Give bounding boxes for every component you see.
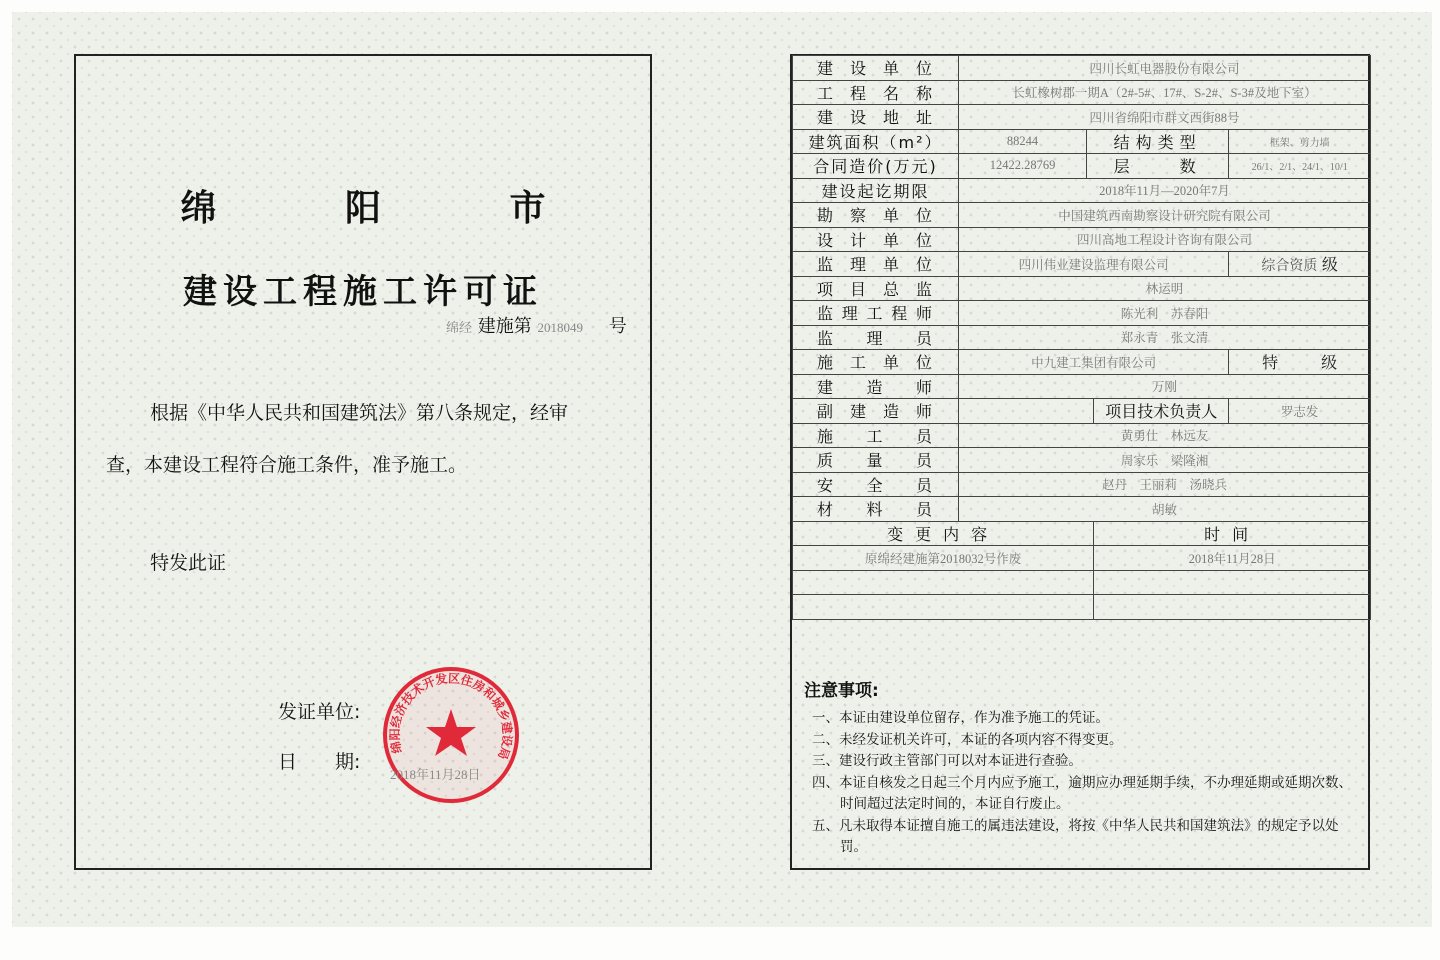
row-label: 建设单位 — [793, 56, 959, 81]
supervision-value: 四川伟业建设监理有限公司 — [959, 252, 1229, 277]
permit-number-value: 2018049 — [537, 320, 583, 335]
note-item: 四、本证自核发之日起三个月内应予施工，逾期应办理延期手续，不办理延期或延期次数、时间超过法定时间的，本证自行废止。 — [812, 774, 1352, 812]
area-value: 88244 — [959, 129, 1087, 154]
permit-prefix: 绵经 — [446, 320, 473, 335]
supervision-grade — [1229, 252, 1371, 277]
material-label: 材料员 — [793, 497, 959, 522]
safety-value: 赵丹 王丽莉 汤晓兵 — [959, 472, 1371, 497]
table-row — [793, 448, 1371, 473]
table-row — [793, 276, 1371, 301]
supervision-label: 监理单位 — [793, 252, 959, 277]
change-item: 原绵经建施第2018032号作废 — [793, 546, 1094, 571]
changes-header: 变更内容 — [793, 521, 1094, 546]
note-item: 三、建设行政主管部门可以对本证进行查验。 — [812, 753, 1082, 769]
table-row — [793, 521, 1371, 546]
floors-label: 层 数 — [1087, 154, 1229, 179]
table-row — [793, 350, 1371, 375]
table-row — [793, 80, 1371, 105]
quality-label: 质量员 — [793, 448, 959, 473]
change-time — [1094, 595, 1371, 620]
contractor-grade-value: 特 — [1262, 353, 1279, 373]
permit-suffix: 号 — [608, 316, 627, 337]
table-row — [793, 374, 1371, 399]
table-row — [793, 399, 1371, 424]
cost-label: 合同造价(万元) — [793, 154, 959, 179]
notes-list — [812, 708, 1357, 859]
city-title: 绵 阳 市 — [180, 188, 604, 229]
note-item: 二、未经发证机关许可，本证的各项内容不得变更。 — [812, 731, 1123, 748]
tech-lead-value: 罗志发 — [1229, 399, 1371, 424]
row-label: 工程名称 — [793, 80, 959, 105]
design-value: 四川高地工程设计咨询有限公司 — [959, 227, 1371, 252]
table-row — [793, 301, 1371, 326]
change-item — [793, 570, 1094, 595]
permit-title: 建设工程施工许可证 — [183, 272, 543, 312]
vice-builder-value — [959, 399, 1094, 424]
project-info-table — [792, 55, 1371, 620]
worker-label: 施工员 — [793, 423, 959, 448]
table-row — [793, 325, 1371, 350]
table-row — [793, 105, 1371, 130]
table-row — [793, 252, 1371, 277]
permit-number — [446, 312, 627, 338]
tech-lead-label: 项目技术负责人 — [1094, 399, 1229, 424]
contractor-label: 施工单位 — [793, 350, 959, 375]
material-value: 胡敏 — [959, 497, 1371, 522]
table-row — [793, 227, 1371, 252]
table-row — [793, 570, 1371, 595]
project-name-value: 长虹橡树郡一期A（2#-5#、17#、S-2#、S-3#及地下室） — [959, 80, 1371, 105]
supervision-grade-label: 级 — [1321, 255, 1338, 275]
table-row — [793, 546, 1371, 571]
date-label: 日 期: — [278, 751, 361, 773]
cost-value: 12422.28769 — [959, 154, 1087, 179]
builder-value: 万刚 — [959, 374, 1371, 399]
structure-label: 结构类型 — [1087, 129, 1229, 154]
builder-label: 建造师 — [793, 374, 959, 399]
permit-label: 建施第 — [477, 316, 532, 337]
table-row — [793, 154, 1371, 179]
worker-value: 黄勇仕 林远友 — [959, 423, 1371, 448]
period-label: 建设起讫期限 — [793, 178, 959, 203]
supervision-grade-value: 综合资质 — [1261, 258, 1318, 275]
table-row — [793, 56, 1371, 81]
notes-title: 注意事项: — [804, 681, 879, 701]
supervisor-value: 郑永青 张文清 — [959, 325, 1371, 350]
quality-value: 周家乐 梁隆湘 — [959, 448, 1371, 473]
table-row — [793, 423, 1371, 448]
change-time: 2018年11月28日 — [1094, 546, 1371, 571]
address-value: 四川省绵阳市群文西街88号 — [959, 105, 1371, 130]
survey-value: 中国建筑西南勘察设计研究院有限公司 — [959, 203, 1371, 228]
contractor-grade-label: 级 — [1321, 353, 1338, 373]
special-issue-text: 特发此证 — [150, 552, 227, 574]
issue-date: 2018年11月28日 — [390, 767, 481, 782]
note-item: 一、本证由建设单位留存，作为准予施工的凭证。 — [812, 710, 1109, 726]
contractor-grade — [1229, 350, 1371, 375]
structure-value: 框架、剪力墙 — [1229, 129, 1371, 154]
table-row — [793, 129, 1371, 154]
vice-builder-label: 副建造师 — [793, 399, 959, 424]
body-text-line-1: 根据《中华人民共和国建筑法》第八条规定，经审 — [150, 402, 569, 424]
area-label: 建筑面积（m²） — [793, 129, 959, 154]
construction-unit-value: 四川长虹电器股份有限公司 — [959, 56, 1371, 81]
table-row — [793, 178, 1371, 203]
seal-text: 绵阳经济技术开发区住房和城乡建设局 — [387, 671, 515, 762]
change-time — [1094, 570, 1371, 595]
issuer-label: 发证单位: — [278, 701, 361, 723]
design-label: 设计单位 — [793, 227, 959, 252]
table-row — [793, 595, 1371, 620]
note-item: 五、凡未取得本证擅自施工的属违法建设，将按《中华人民共和国建筑法》的规定予以处罚。 — [812, 817, 1339, 855]
row-label: 建设地址 — [793, 105, 959, 130]
period-value: 2018年11月—2020年7月 — [959, 178, 1371, 203]
table-row — [793, 497, 1371, 522]
engineer-value: 陈光利 苏春阳 — [959, 301, 1371, 326]
chief-label: 项目总监 — [793, 276, 959, 301]
engineer-label: 监理工程师 — [793, 301, 959, 326]
change-item — [793, 595, 1094, 620]
chief-value: 林运明 — [959, 276, 1371, 301]
supervisor-label: 监理员 — [793, 325, 959, 350]
table-row — [793, 472, 1371, 497]
time-header: 时间 — [1094, 521, 1371, 546]
survey-label: 勘察单位 — [793, 203, 959, 228]
table-row — [793, 203, 1371, 228]
official-seal — [380, 664, 522, 806]
contractor-value: 中九建工集团有限公司 — [959, 350, 1229, 375]
body-text-line-2: 查，本建设工程符合施工条件，准予施工。 — [106, 454, 468, 476]
safety-label: 安全员 — [793, 472, 959, 497]
floors-value: 26/1、2/1、24/1、10/1 — [1229, 154, 1371, 179]
